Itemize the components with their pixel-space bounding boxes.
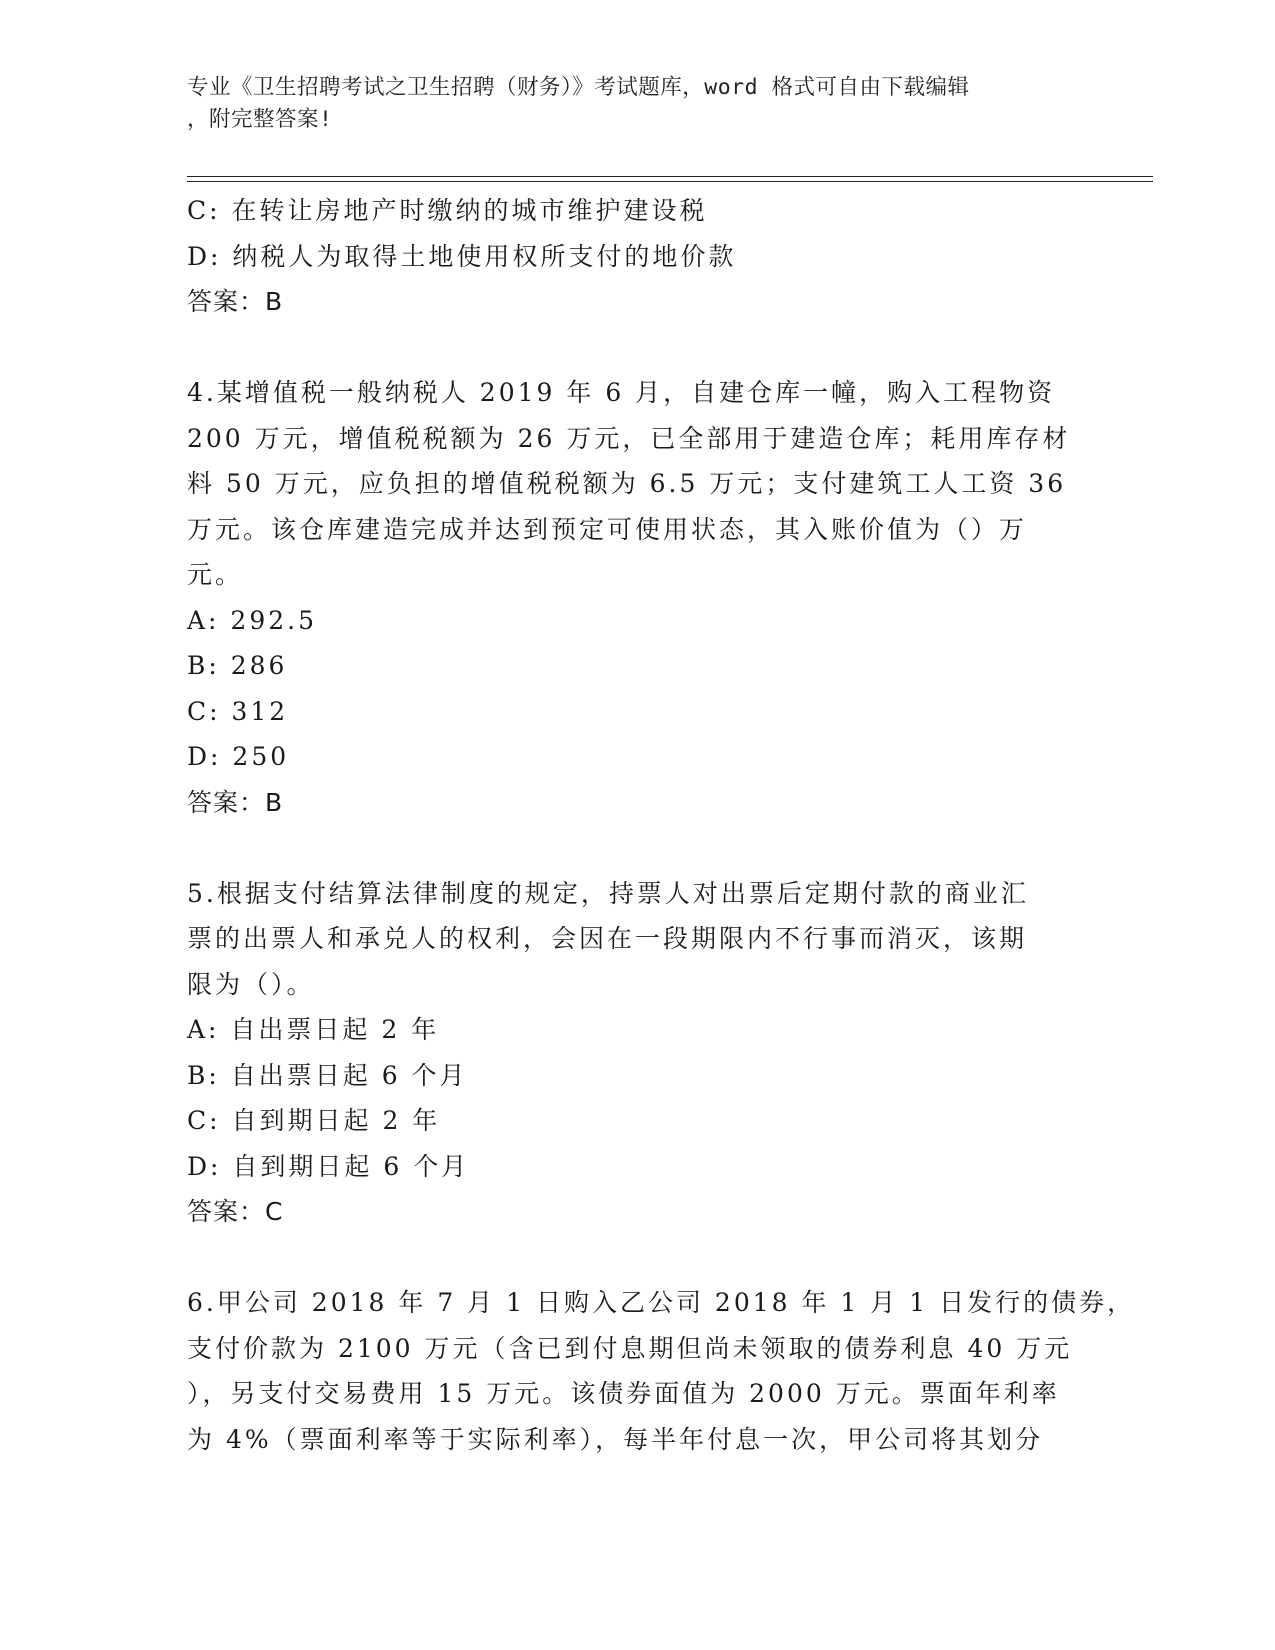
header-divider <box>187 176 1153 182</box>
question-6 <box>187 1280 1136 1462</box>
document-header <box>187 72 1057 136</box>
answer: 答案：B <box>187 787 284 817</box>
answer: 答案：C <box>187 1197 284 1226</box>
question-stem-line: 料 50 万元，应负担的增值税税额为 6.5 万元；支付建筑工人工资 36 <box>187 469 1067 498</box>
question-stem-line: 万元。该仓库建造完成并达到预定可使用状态，其入账价值为（）万 <box>187 514 1028 544</box>
answer: 答案：B <box>187 287 284 316</box>
question-stem-line: 支付价款为 2100 万元（含已到付息期但尚未领取的债券利息 40 万元 <box>187 1333 1073 1363</box>
question-stem-line: 限为（）。 <box>187 969 315 999</box>
question-3-tail <box>187 188 1067 325</box>
option-d: D: 纳税人为取得土地使用权所支付的地价款 <box>187 241 737 271</box>
option-b: B: 自出票日起 6 个月 <box>187 1060 468 1090</box>
option-c: C: 自到期日起 2 年 <box>187 1106 441 1135</box>
question-5 <box>187 871 1067 1235</box>
option-d: D: 250 <box>187 742 290 771</box>
question-stem-line: 为 4%（票面利率等于实际利率），每半年付息一次，甲公司将其划分 <box>187 1424 1044 1454</box>
question-stem-line: 4.某增值税一般纳税人 2019 年 6 月，自建仓库一幢，购入工程物资 <box>187 378 1056 407</box>
question-stem-line: ），另支付交易费用 15 万元。该债券面值为 2000 万元。票面年利率 <box>187 1379 1060 1408</box>
option-c: C: 在转让房地产时缴纳的城市维护建设税 <box>187 196 708 225</box>
option-c: C: 312 <box>187 696 289 726</box>
question-stem-line: 票的出票人和承兑人的权利，会因在一段期限内不行事而消灭，该期 <box>187 924 1028 953</box>
option-b: B: 286 <box>187 651 288 680</box>
option-a: A: 自出票日起 2 年 <box>187 1015 440 1044</box>
document-body <box>187 188 1136 1462</box>
header-line-2: ，附完整答案! <box>187 107 333 132</box>
question-stem-line: 5.根据支付结算法律制度的规定，持票人对出票后定期付款的商业汇 <box>187 878 1029 908</box>
question-stem-line: 6.甲公司 2018 年 7 月 1 日购入乙公司 2018 年 1 月 1 日发行的债券， <box>187 1288 1136 1317</box>
question-stem-line: 200 万元，增值税税额为 26 万元，已全部用于建造仓库；耗用库存材 <box>187 423 1071 453</box>
question-stem-line: 元。 <box>187 560 244 589</box>
question-4 <box>187 370 1071 825</box>
header-line-1: 专业《卫生招聘考试之卫生招聘（财务）》考试题库，word 格式可自由下载编辑 <box>187 75 970 100</box>
option-a: A: 292.5 <box>187 605 317 635</box>
option-d: D: 自到期日起 6 个月 <box>187 1151 470 1181</box>
